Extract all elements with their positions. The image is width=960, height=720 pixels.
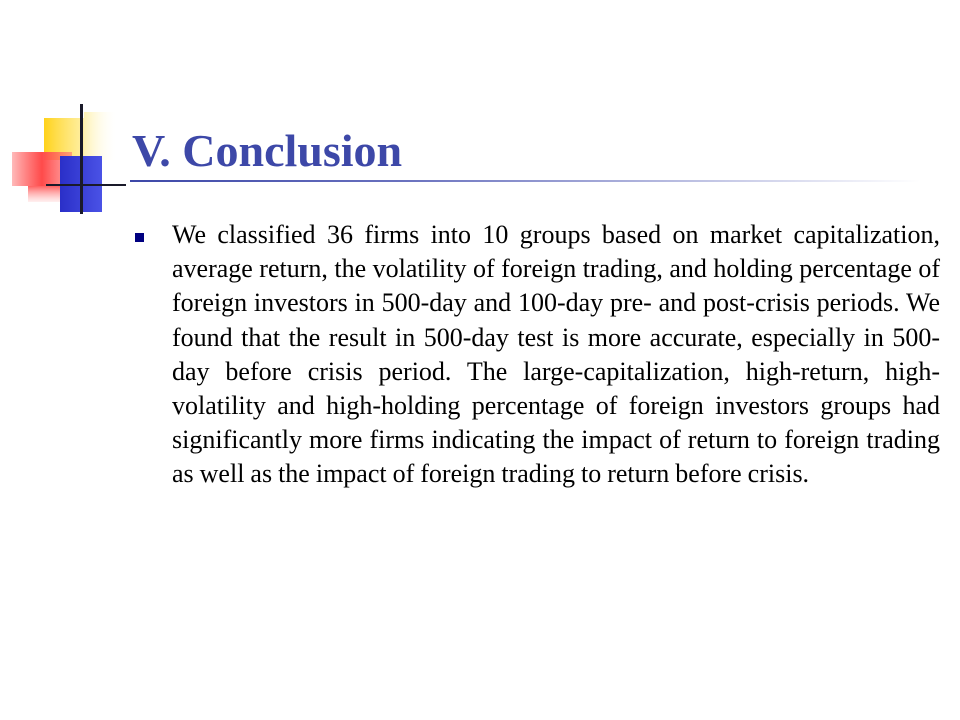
square-bullet-icon — [135, 233, 144, 242]
bullet-item — [132, 218, 940, 492]
bullet-text: We classified 36 firms into 10 groups based on market capitalization, average return, the volatility of foreign trading, and holding percentage of foreign investors in 500-day and 100-day pre- and post-crisis periods. We found that the result in 500-day test is more accurate, especially in 500-day before crisis period. The large-capitalization, high-return, high-volatility and high-holding percentage of foreign investors groups had significantly more firms indicating the impact of return to foreign trading as well as the impact of foreign trading to return before crisis. — [172, 220, 940, 489]
slide-title: V. Conclusion — [132, 125, 403, 176]
color-blocks-logo-icon — [0, 0, 140, 230]
bullet-list — [132, 218, 940, 492]
title-underline — [130, 180, 920, 184]
